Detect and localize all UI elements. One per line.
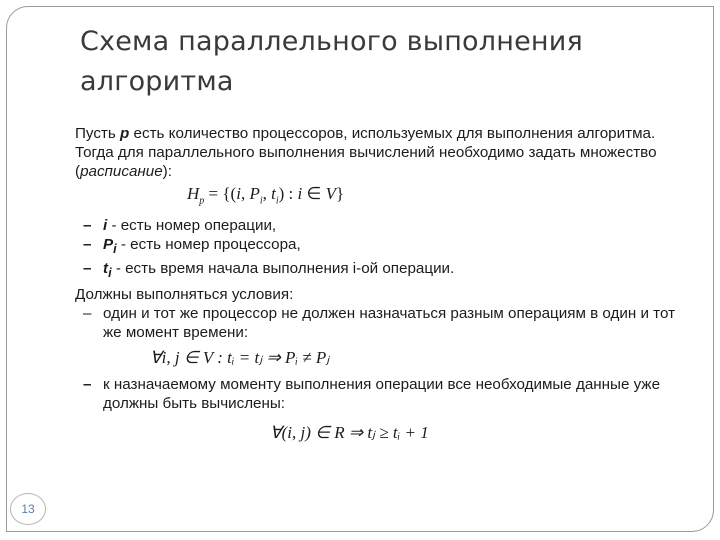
- slide-title: Схема параллельного выполнения алгоритма: [80, 26, 583, 97]
- definition-item-P: [75, 235, 695, 259]
- condition-item-2: – к назначаемому моменту выполнения операции все необходимые данные уже должны быть вычислены:: [75, 375, 695, 413]
- intro-paragraph: [75, 124, 695, 181]
- definition-text: - есть номер процессора,: [116, 236, 301, 254]
- definition-symbol: i: [103, 217, 108, 235]
- page-number-badge: 13: [10, 493, 46, 525]
- formula-comma-1: ,: [240, 184, 250, 203]
- formula-comma-2: ,: [262, 184, 272, 203]
- intro-symbol-p: p: [120, 125, 130, 142]
- conditions-heading: Должны выполняться условия:: [75, 286, 294, 304]
- definition-symbol: P: [103, 236, 114, 254]
- formula-element-of: ∈: [302, 184, 326, 203]
- definition-text: - есть время начала выполнения i-ой операции.: [111, 260, 455, 278]
- formula-part-b: ) :: [278, 184, 298, 203]
- condition-formula-2: ∀(i, j) ∈ R ⇒ tⱼ ≥ tᵢ + 1: [270, 423, 429, 443]
- formula-P-sub: i: [259, 195, 263, 207]
- definition-item-i: [75, 216, 695, 235]
- formula-t-sub: i: [275, 195, 279, 207]
- definition-symbol: t: [103, 260, 109, 278]
- definition-text: - есть номер операции,: [107, 217, 277, 235]
- formula-i: i: [236, 184, 241, 203]
- formula-part-a: = {(: [204, 184, 237, 203]
- definition-symbol-sub: i: [108, 266, 112, 281]
- condition-formula-1: ∀i, j ∈ V : tᵢ = tⱼ ⇒ Pᵢ ≠ Pⱼ: [150, 348, 330, 368]
- definitions-list: [75, 216, 695, 283]
- slide-content: [75, 124, 695, 442]
- formula-V: V: [325, 184, 336, 203]
- formula-P: P: [249, 184, 260, 203]
- formula-t: t: [271, 184, 276, 203]
- intro-text-3: ):: [162, 163, 172, 180]
- formula-H-sub: p: [199, 195, 205, 207]
- schedule-formula: [187, 184, 695, 210]
- intro-text-2: есть количество процессоров, используемых для выполнения алгоритма. Тогда для параллельного выполнения вычислений необходимо задать множество (: [75, 125, 657, 180]
- formula-i-2: i: [297, 184, 303, 203]
- intro-text-1: Пусть: [75, 125, 121, 142]
- formula-close: }: [335, 184, 345, 203]
- condition-list-1: [75, 304, 695, 342]
- condition-item-1: – один и тот же процессор не должен назначаться разным операциям в один и тот же момент времени:: [75, 304, 695, 342]
- definition-symbol-sub: i: [113, 242, 117, 257]
- intro-schedule-word: расписание: [80, 163, 163, 180]
- definition-item-t: [75, 259, 695, 283]
- condition-list-2: [75, 375, 695, 413]
- formula-H: H: [187, 184, 200, 203]
